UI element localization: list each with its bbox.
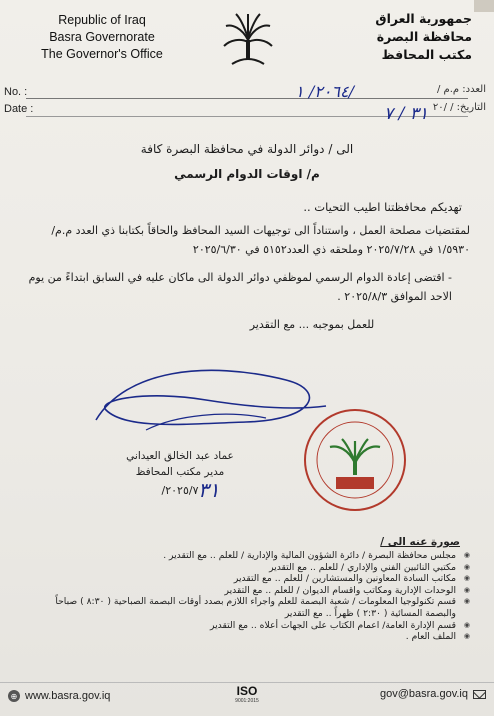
corner-mark: [474, 0, 494, 12]
number-label-en: No. :: [4, 86, 28, 98]
list-item: والبصمة المسائية ( ٢:٣٠ ) ظهراً .. مع التقدير: [284, 607, 456, 619]
signature-date-handwritten: ٣١: [198, 478, 220, 502]
closing-line: للعمل بموجبه ... مع التقدير: [249, 318, 375, 331]
paragraph-decision: - اقتضى إعادة الدوام الرسمي لموظفي دوائر الدولة الى ماكان عليه في السابق ابتداءً من يوم الاحد الموافق ٢٠٢٥/٨/٣ .: [28, 271, 452, 303]
header-arabic: [292, 10, 472, 64]
header-ar-line3: مكتب المحافظ: [381, 47, 472, 62]
website-link[interactable]: www.basra.gov.iq: [25, 690, 111, 702]
list-item: ◉ مكتبي النائبين الفني والإداري / للعلم .. مع التقدير: [20, 562, 474, 574]
footer-email[interactable]: [380, 688, 486, 700]
header-en-line2: Basra Governorate: [49, 30, 155, 44]
cc-list: [20, 550, 474, 643]
number-label-ar: العدد: م.م /: [436, 84, 486, 95]
signer-name: عماد عبد الخالق العيداني: [126, 450, 234, 462]
handwritten-number: ٢٠٦٤/ ١/: [295, 82, 354, 101]
list-item: ◉ قسم تكنولوجيا المعلومات / شعبة البصمة للعلم واجراء اللازم بصدد أوقات البصمة الصباحية ( ٨:٣٠ ) صباحاً: [20, 596, 474, 608]
iso-badge: [227, 684, 267, 704]
list-item: ◉ الملف العام .: [20, 631, 474, 643]
footer-website[interactable]: [8, 690, 110, 702]
subject-line: م/ اوقات الدوام الرسمي: [174, 167, 320, 181]
date-label-en: Date :: [4, 103, 34, 115]
greeting: تهديكم محافظتنا اطيب التحيات ..: [303, 200, 462, 214]
signature-icon: [86, 360, 336, 450]
header-ar-line1: جمهورية العراق: [375, 11, 472, 26]
date-label-ar: التاريخ: / /٢٠: [432, 102, 486, 113]
cc-title: صورة عنه الى /: [380, 536, 460, 548]
header-english: [22, 12, 182, 63]
signature-date: ٢٠٢٥/٧/: [161, 484, 199, 497]
header-en-line3: The Governor's Office: [41, 47, 163, 61]
list-item: ◉ مكاتب السادة المعاونين والمستشارين / للعلم .. مع التقدير: [20, 573, 474, 585]
signer-block: [100, 448, 260, 480]
iso-label: ISO: [236, 684, 258, 698]
email-link[interactable]: gov@basra.gov.iq: [379, 688, 468, 700]
signer-title: مدير مكتب المحافظ: [135, 466, 225, 478]
list-item: ◉ الوحدات الإدارية ومكاتب واقسام الديوان / للعلم .. مع التقدير: [20, 585, 474, 597]
list-item: ◉ قسم الإدارة العامة/ اعمام الكتاب على الجهات أعلاه .. مع التقدير: [20, 620, 474, 632]
header-en-line1: Republic of Iraq: [58, 13, 146, 27]
header-ar-line2: محافظة البصرة: [376, 29, 472, 44]
palm-emblem-icon: [222, 10, 274, 70]
official-stamp-icon: [300, 405, 410, 515]
paragraph-reference: لمقتضيات مصلحة العمل ، واستناداً الى توجيهات السيد المحافظ والحاقاً بكتابنا ذي العدد م.م/١/٥٩٣٠ في ٢٠٢٥/٧/٢٨ وملحقه ذي العدد٥١٥٢ في ٢٠٢٥/٦/٣٠: [51, 224, 470, 256]
globe-icon: ⊕: [8, 690, 20, 702]
list-item: ◉ مجلس محافظة البصرة / دائرة الشؤون المالية والإدارية / للعلم .. مع التقدير .: [20, 550, 474, 562]
recipient-line: الى / دوائر الدولة في محافظة البصرة كافة: [140, 142, 354, 156]
iso-standard: 9001:2015: [235, 698, 259, 704]
mail-icon: [473, 690, 486, 699]
handwritten-date: ٣١ / ٧: [384, 104, 428, 124]
footer-rule: [0, 682, 494, 683]
header-rule: [26, 98, 468, 99]
